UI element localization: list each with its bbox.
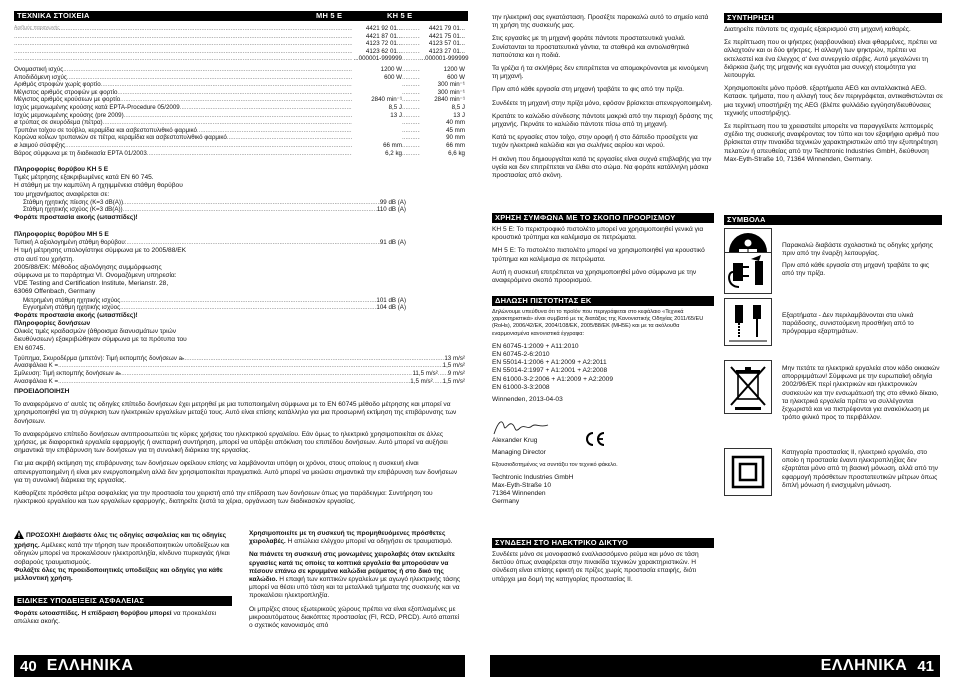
mid-para-bold: Χρησιμοποιείτε με τη συσκευή τις προμηθευόμενες πρόσθετες χειρολαβές. (249, 530, 446, 546)
value-mh5e: 66 mm (383, 141, 402, 149)
right-footer (490, 655, 940, 677)
conformity-text (492, 309, 714, 404)
noise2-title: Πληροφορίες θορύβου ΜΗ 5 E (14, 231, 109, 238)
noise2-row (23, 304, 406, 312)
row-value: 13 m/s² (444, 354, 465, 362)
row-label: Ισχύς μεμονωμένης κρούσης κατά EPTA-Procedure 05/2009 (14, 103, 180, 111)
standard-item: EN 55014-1:2006 + A1:2009 + A2:2011 (492, 359, 607, 367)
mid-para-rest: Οι μπρίζες στους εξωτερικούς χώρους πρέπει να είναι εξοπλισμένες με μικροαυτόματους διακόπτες προστασίας (FI, RCD, PRCD). Αυτό απαιτεί ο σχετικός κανονισμός από (249, 605, 460, 630)
value-mh5e: 4421 92 01... (365, 25, 402, 32)
row-label: Εγγυημένη στάθμη ηχητικής ισχύος (23, 304, 121, 312)
row-label: Μέγιστος αριθμός κρούσεων με φορτίο (14, 96, 121, 104)
value-mh5e (352, 89, 402, 97)
special-safety-rest: να προκαλέσει απώλεια ακοής. (14, 610, 217, 626)
vibration-block (14, 320, 465, 385)
row-label: Στάθμη ηχητικής ισχύος (K=3 dB(A)) (23, 206, 123, 214)
spec-row (14, 112, 465, 120)
value-mh5e: 4123 62 01... (365, 47, 402, 55)
value-kh5e: 4123 57 01... (428, 40, 465, 48)
col-kh5e: KH 5 E (387, 11, 413, 20)
spec-row (14, 66, 465, 74)
company-line: Max-Eyth-Straße 10 (492, 481, 551, 489)
paragraph: Συνδέετε τη μηχανή στην πρίζα μόνο, εφόσον βρίσκεται απενεργοποιημένη. (492, 99, 713, 107)
row-label: Μέγιστος αριθμός στροφών με φορτίο (14, 88, 118, 96)
noise1-row (23, 206, 406, 214)
paragraph: ΜΗ 5 E: Το πιστολέτο πιστολέτο μπορεί να χρησιμοποιηθεί για κρουστικό τρύπημα και καλέμισμα σε πετρώματα. (492, 247, 705, 263)
value-kh5e: ...000001-999999 (420, 55, 469, 63)
place-date: Winnenden, 2013-04-03 (492, 396, 563, 404)
caution-keep: Φυλάξτε όλες τις προειδοποιητικές υποδείξεις και οδηγίες για κάθε μελλοντική χρήση. (14, 566, 223, 583)
caution-body: Αμέλειες κατά την τήρηση των προειδοποιητικών υποδείξεων και οδηγιών μπορεί να προκαλέσουν ηλεκτροπληξία, κίνδυνο πυρκαγιάς ή/και σοβαρούς τραυματισμούς. (14, 542, 230, 566)
spec-row (14, 104, 465, 112)
symbol-text: Εξαρτήματα - Δεν περιλαμβάνονται στα υλικά παράδοσης, συνιστούμενη προσθήκη από το πρόγραμμα εξαρτημάτων. (782, 312, 914, 336)
mains-text: Συνδέετε μόνο σε μονοφασικό εναλλασσόμενο ρεύμα και μόνο σε τάση δικτύου όπως αναφέρεται στην πινακίδα τεχνικών χαρακτηριστικών. Η σύνδεση είναι επίσης εφικτή σε πρίζες χωρίς προστασία επαφής, διότι υπάρχει μια δομή της κατηγορίας προστασίας II. (492, 551, 699, 583)
row-label: Αριθμός στροφών χωρίς φορτίο (14, 81, 101, 89)
page-number: 40 (20, 657, 37, 675)
vibration-row (14, 370, 465, 378)
specs-table (14, 66, 465, 157)
right-col1-text (492, 14, 714, 185)
row-label: Τρύπημα, Σκυροδέρμα (μπετόν): Τιμή εκπομπής δονήσεων aₕ (14, 354, 185, 362)
row-label: Σμίλευση: Τιμή εκπομπής δονήσεων aₕ (14, 370, 122, 377)
paragraph: Κρατάτε το καλώδιο σύνδεσης πάντοτε μακριά από την περιοχή δράσης της μηχανής. Περνάτε το καλώδιο πάντοτε πίσω από τη μηχανή. (492, 112, 713, 129)
paragraph: Κατά τις εργασίες στον τοίχο, στην οροφή ή στο δάπεδο προσέχετε για τυχόν ηλεκτρικά καλώδια και για σωλήνες αερίου και νερού. (492, 134, 698, 150)
special-safety-header (14, 596, 232, 606)
warning-title: ΠΡΟΕΙΔΟΠΟΙΗΣΗ (14, 388, 70, 395)
row-label: ø τρύπας σε σκυρόδεμα (πέτρα) (14, 119, 103, 127)
value-kh5e: 4421 75 01... (428, 32, 465, 40)
noise2-row: Τυπική A αξιολογημένη στάθμη θορύβου: ..... 91 dB (A) (14, 239, 406, 247)
warning-paragraph: Καθορίζετε πρόσθετα μέτρα ασφαλείας για την προστασία του χειριστή από την επίδραση των δονήσεων όπως για παράδειγμα: Συντήρηση του ηλεκτρικού εργαλείου και των εργαλείων εφαρμογής, διατηρείτε ζεστά τα χέρια, οργάνωση των διαδικασιών εργασίας. (14, 490, 433, 506)
value-mh5e: 6,2 kg (385, 149, 402, 157)
noise1-block (14, 166, 406, 222)
paragraph: Διατηρείτε πάντοτε τις σχισμές εξαερισμού στη μηχανή καθαρές. (724, 26, 911, 33)
spec-row (14, 119, 465, 127)
row-value: 9 m/s² (447, 370, 465, 377)
paragraph: Η σκόνη που δημιουργείται κατά τις εργασίες είναι συχνά επιβλαβής για την υγεία και δεν επιτρέπεται να έλθει στο σώμα. Να φοράτε κατάλληλη μάσκα προστασίας από σκόνη. (492, 155, 712, 180)
noise1-line: Τιμές μέτρησης εξακριβωμένες κατά EN 60 745. (14, 174, 154, 182)
value-kh5e: 8,5 J (451, 103, 465, 111)
row-label: Ισχύς μεμονωμένης κρούσης (pre 2009) (14, 111, 124, 119)
authorized-note: Εξουσιοδοτημένος να συντάξει τον τεχνικό φάκελο. (492, 462, 618, 469)
noise2-line: VDE Testing and Certification Institute, Merianstr. 28, (14, 280, 169, 288)
noise2-block (14, 231, 406, 320)
mains-title: ΣΥΝΔΕΣΗ ΣΤΟ ΗΛΕΚΤΡΙΚΟ ΔΙΚΤΥΟ (495, 538, 629, 547)
language-label: ΕΛΛΗΝΙΚΑ (46, 657, 134, 674)
value-mh5e (352, 81, 402, 89)
paragraph: Σε περίπτωση που τα χρειαστείτε μπορείτε να παραγγείλετε λεπτομερές σχέδιο της συσκευής αναφέροντας τον τύπο και τον εξαψήφιο αριθμό που βρίσκεται στην πινακίδα τεχνικών χαρακτηριστικών από την εξυπηρέτηση πελατών ή απευθείας από την Techtronic Industries GmbH, διεύθυνση Max-Eyth-Straße 10, 71364 Winnenden, Germany. (724, 123, 939, 163)
vibration-row (14, 362, 465, 370)
warning-block (14, 388, 465, 511)
symbols-header (724, 215, 942, 225)
row-value: 11,5 m/s² (412, 370, 438, 377)
mid-col-text (249, 530, 464, 635)
tech-data-title: ΤΕΧΝΙΚΑ ΣΤΟΙΧΕΙΑ (17, 11, 90, 20)
noise2-line: Η τιμή μέτρησης υπολογίστηκε σύμφωνα με το 2005/88/EK (14, 247, 186, 255)
spec-row (14, 96, 465, 104)
value-mh5e: 13 J (390, 111, 402, 119)
vibration-title: Πληροφορίες δονήσεων (14, 320, 91, 327)
col-mh5e: MH 5 E (316, 11, 343, 20)
vibration-line: Ολικές τιμές κραδασμών (άθροισμα διανυσμάτων τριών (14, 328, 177, 336)
value-mh5e (352, 127, 402, 135)
spec-row (14, 142, 465, 150)
value-mh5e: 4421 87 01... (365, 32, 402, 40)
signatory-title: Managing Director (492, 449, 546, 457)
value-kh5e: 13 J (453, 111, 465, 119)
page-number: 41 (917, 657, 934, 675)
value-kh5e: 600 W (447, 73, 465, 81)
special-safety-bold: Φοράτε ωτοασπίδες. Η επίδραση θορύβου μπορεί (14, 610, 172, 617)
symbol-text: Παρακαλώ διαβάστε σχολαστικά τις οδηγίες χρήσης πριν από την έναρξη λειτουργίας. (782, 242, 933, 258)
intended-use-header (492, 213, 714, 223)
vibration-row (14, 378, 465, 386)
vibration-row (14, 355, 465, 363)
value-kh5e: 300 min⁻¹ (437, 88, 465, 96)
standard-item: EN 60745-1:2009 + A11:2010 (492, 342, 579, 350)
signatory-block (492, 437, 714, 506)
noise1-line: Η στάθμη με την καμπύλη A ηχηιμμένεια στάθμη θορύβου (14, 182, 183, 190)
paragraph: Τα γρέζια ή τα σκλήθρες δεν επιτρέπεται να απομακρύνονται με κινούμενη τη μηχανή. (492, 65, 708, 81)
vibration-line: διευθύνσεων) εξακριβώθηκαν σύμφωνα με τα πρότυπα του (14, 336, 187, 344)
conformity-intro: Δηλώνουμε υπεύθυνα ότι το προϊόν που περιγράφεται στο κεφάλαιο «Τεχνικά χαρακτηριστικά» είναι συμβατό με τις διατάξεις της Κανονιστικής Οδηγίας 2011/65/EU (RoHs), 2006/42/EK, 2004/108/EK, 2005/88/EK (ΜΗ5E) και με τα ακόλουθα εναρμονισμένα κανονιστικά έγγραφα: (492, 309, 704, 337)
value-kh5e: 90 mm (446, 134, 465, 142)
mains-header (492, 538, 714, 548)
row-label: Τρυπάνι τοίχου σε τούβλο, κεραμίδια και ασβεστοπυλιθικό φαρμικό (14, 126, 197, 134)
class-ii-icon (724, 448, 772, 496)
standard-item: EN 60745-2-6:2010 (492, 351, 550, 359)
caution-block (14, 530, 234, 583)
spec-row (14, 150, 465, 158)
row-label: ø λαιμού σύσφιξης (14, 141, 66, 149)
article-row (14, 40, 465, 48)
row-value: 99 dB (A) (379, 198, 406, 206)
left-footer (14, 655, 465, 677)
value-kh5e: 45 mm (446, 126, 465, 134)
article-row (14, 48, 465, 56)
conformity-title: ΔΗΛΩΣΗ ΠΙΣΤΟΤΗΤΑΣ ΕΚ (495, 296, 592, 305)
language-label: ΕΛΛΗΝΙΚΑ (820, 657, 908, 674)
row-label: Κορώνα κοίλων τρυπανιών σε πέτρα, κεραμίδια και ασβεστοπυλιθικό φαρμικό (14, 134, 227, 142)
maintenance-text (724, 26, 944, 169)
maintenance-header (724, 13, 942, 23)
value-kh5e: 4421 79 01... (428, 25, 465, 32)
value-mh5e: 2840 min⁻¹ (371, 96, 402, 104)
tech-data-header (14, 11, 468, 21)
noise2-warning: Φοράτε προστασία ακοής (ωτασπίδες)! (14, 311, 138, 319)
warning-paragraph: Το αναφερόμενο επίπεδο δονήσεων αντιπροσωπεύει τις κύριες χρήσεις του ηλεκτρικού εργαλείου. Εάν όμως το ηλεκτρικό χρησιμοποιείται σε άλλες χρήσεις, με διαφορετικά εργαλεία εφαρμογής ή ανεπαρκή συντήρηση, μπορεί να υπάρξει απόκλιση του επιπέδου δονήσεων. Αυτό μπορεί να αυξήσει σημαντικά την επιβάρυνση των δονήσεων για τη συνολική διάρκεια της εργασίας. (14, 430, 448, 455)
mid-para-rest: Η απώλεια ελέγχου μπορεί να οδηγήσει σε τραυματισμό. (285, 538, 453, 546)
spec-row (14, 81, 465, 89)
spec-row (14, 89, 465, 97)
value-kh5e: 4123 27 01... (428, 47, 465, 55)
noise1-line: του μηχανήματος αναφέρεται σε: (14, 190, 110, 198)
value-mh5e (352, 134, 402, 142)
noise2-line: σύμφωνα με το παράρτημα VI. Ονομαζόμενη υπηρεσία: (14, 272, 177, 279)
special-safety-title: ΕΙΔΙΚΕΣ ΥΠΟΔΕΙΞΕΙΣ ΑΣΦΑΛΕΙΑΣ (17, 596, 145, 605)
standard-item: EN 61000-3-3:2008 (492, 383, 550, 391)
value-kh5e: 300 min⁻¹ (437, 81, 465, 89)
row-value: 104 dB (A) (376, 304, 406, 312)
value-mh5e: ...000001-999999 (353, 55, 402, 63)
value-kh5e: 1200 W (443, 66, 465, 73)
symbol-text: Μην πετάτε τα ηλεκτρικά εργαλεία στον κάδο οικιακών απορριμμάτων! Σύμφωνα με την ευρωπαϊκή οδηγία 2002/96/ΕΚ περί ηλεκτρικών και ηλεκτρονικών συσκευών και την ενσωμάτωσή της στο εθνικό δίκαιο, τα ηλεκτρικά εργαλεία πρέπει να συλλέγονται ξεχωριστά και να πιστρέφονται για ανακύκλωση με τρόπο φιλικό προς το περιβάλλον. (782, 365, 940, 422)
value-mh5e: 8,5 J (388, 103, 402, 111)
article-row (14, 25, 465, 33)
row-label: Ονομαστική ισχύς (14, 66, 64, 73)
caution-lead: ΠΡΟΣΟΧΗ! Διαβάστε όλες τις οδηγίες ασφαλείας και τις οδηγίες χρήσης. (14, 532, 227, 550)
row-value: 101 dB (A) (376, 296, 406, 304)
article-row (14, 55, 469, 63)
intended-use-text (492, 226, 714, 290)
paragraph: ΚΗ 5 E: Το περιστροφικό πιστολέτο μπορεί να χρησιμοποιηθεί γενικά για κρουστικό τρύπημα και καλέμισμα σε πετρώματα. (492, 226, 704, 242)
mid-para-bold: Να πιάνετε τη συσκευή στις μονωμένες χειρολαβές όταν εκτελείτε εργασίες κατά τις οποίες τα κοπτικά εργαλεία θα μπορούσαν να πέσουν επάνω σε κρυμμένα καλώδια ρεύματος ή στο δικό της καλώδιο. (249, 551, 455, 584)
intended-use-title: ΧΡΗΣΗ ΣΥΜΦΩΝΑ ΜΕ ΤΟ ΣΚΟΠΟ ΠΡΟΟΡΙΣΜΟΥ (495, 213, 676, 222)
row-value: 110 dB (A) (376, 206, 406, 214)
article-label: Αριθμός παραγωγής (14, 25, 60, 31)
value-kh5e: 6,6 kg (448, 149, 465, 157)
spec-row (14, 74, 465, 82)
noise2-row (23, 297, 406, 305)
noise2-line: 63069 Offenbach, Germany (14, 288, 96, 296)
warning-paragraph: Το αναφερόμενο σ' αυτές τις οδηγίες επίπεδο δονήσεων έχει μετρηθεί με μια τυποποιημένη σύμφωνα με το EN 60745 μέθοδο μέτρησης και μπορεί να χρησιμοποιηθεί για τη σύγκριση των ηλεκτρικών εργαλείων μεταξύ τους. Αυτό είναι επίσης κατάλληλο για μια προσωρινή εκτίμηση της επιβάρυνσης των δονήσεων. (14, 401, 457, 425)
paragraph: την ηλεκτρική σας εγκατάσταση. Προσέξτε παρακαλώ αυτό το σημείο κατά τη χρήση της συσκευής μας. (492, 14, 709, 30)
noise2-line: 2005/88/EK: Μέθοδος αξιολόγησης συμμόρφωσης (14, 263, 162, 271)
row-label: Στάθμη ηχητικής πίεσης (K=3 dB(A)) (23, 198, 124, 206)
unplug-icon (724, 252, 772, 294)
row-label: Ανασφάλεια K = (14, 377, 59, 385)
row-label: Βάρος σύμφωνα με τη διαδικασία EPTA 01/2003 (14, 149, 147, 157)
noise1-row (23, 199, 406, 207)
warning-triangle-icon (14, 530, 24, 542)
value-mh5e: 1200 W (380, 66, 402, 73)
special-safety-text (14, 610, 234, 626)
standard-item: EN 55014-2:1997 + A1:2001 + A2:2008 (492, 367, 608, 375)
symbol-text: Πριν από κάθε εργασία στη μηχανή τραβάτε το φις από την πρίζα. (782, 262, 930, 278)
row-value: 1,5 m/s² (442, 362, 465, 370)
noise1-warning: Φοράτε προστασία ακοής (ωτασπίδες)! (14, 214, 138, 221)
spec-row (14, 134, 465, 142)
warning-paragraph: Για μια ακριβή εκτίμηση της επιβάρυνσης των δονήσεων οφείλουν επίσης να λαμβάνονται υπόψη οι χρόνοι, στους οποίους η συσκευή είναι απενεργοποιημένη ή είναι μεν ενεργοποιημένη αλλά δεν χρησιμοποιείται πραγματικά. Αυτό μπορεί να μειώσει σημαντικά την επιβάρυνση των δονήσεων για τη συνολική διάρκεια της εργασίας. (14, 460, 458, 484)
row-label: Ανασφάλεια K = (14, 362, 59, 370)
article-row (14, 33, 465, 41)
weee-bin-icon (724, 360, 772, 414)
symbols-title: ΣΥΜΒΟΛΑ (727, 215, 766, 224)
paragraph: Σε περίπτωση που οι ψήκτρες (καρβουνάκια) είναι φθαρμένες, πρέπει να αλλαχτούν και οι δύο ψήκτρες. Η αλλαγή των ψηκτρών, πρέπει να εκτελεστεί και ένα έλεγχος σ' ένα συνεργείο σέρβις. Αυτό μεγαλώνει τη διάρκεια ζωής της μηχανής και εγγυάται μια συνεχή ετοιμότητα για λειτουργία. (724, 39, 937, 80)
conformity-header (492, 296, 714, 306)
value-mh5e: 600 W (384, 73, 402, 81)
value-kh5e: 66 mm (446, 141, 465, 149)
signature (492, 416, 552, 438)
vibration-line: EN 60745. (14, 344, 46, 352)
signatory-name: Alexander Krug (492, 437, 538, 444)
row-label: Αποδιδόμενη ισχύς (14, 73, 67, 81)
row-value: 1,5 m/s² (410, 377, 433, 385)
company-line: Germany (492, 498, 520, 506)
accessories-icon (724, 298, 772, 346)
mid-para-rest: Η επαφή των κοπτικών εργαλείων με αγωγό ηλεκτρικής τάσης μπορεί να θέσει υπό τάση και τα μεταλλικά τμήματα της συσκευής και να προκαλέσει ηλεκτροπληξία. (249, 576, 461, 600)
value-mh5e (352, 119, 402, 127)
value-kh5e: 2840 min⁻¹ (434, 96, 465, 104)
spec-row (14, 127, 465, 135)
symbol-text: Κατηγορία προστασίας II, ηλεκτρικό εργαλείο, στο οποίο η προστασία έναντι ηλεκτροπληξίας δεν εξαρτάται μόνο από τη βασική μόνωση, αλλά από την εφαρμογή πρόσθετων προστατευτικών μέτρων όπως διπλή μόνωση ή ενισχυμένη μόνωση. (782, 449, 938, 489)
row-label: Μετρημένη στάθμη ηχητικής ισχύος (23, 296, 121, 304)
row-value: 1,5 m/s² (442, 377, 465, 385)
paragraph: Στις εργασίες με τη μηχανή φοράτε πάντοτε προστατευτικά γυαλιά. Συνίστανται τα προστατευτικά γάντια, τα σταθερά και αντιολισθητικά παπούτσια και η ποδιά. (492, 35, 690, 59)
paragraph: Πριν από κάθε εργασία στη μηχανή τραβάτε το φις από την πρίζα. (492, 86, 684, 94)
value-mh5e: 4123 72 01... (365, 40, 402, 48)
paragraph: Αυτή η συσκευή επιτρέπεται να χρησιμοποιηθεί μόνο σύμφωνα με την αναφερόμενο σκοπό προορισμού. (492, 268, 697, 285)
noise2-line: στο αυτί του χρήστη. (14, 255, 75, 263)
value-kh5e: 40 mm (446, 119, 465, 127)
company-line: 71364 Winnenden (492, 490, 546, 498)
standard-item: EN 61000-3-2:2006 + A1:2009 + A2:2009 (492, 375, 613, 383)
paragraph: Χρησιμοποιείτε μόνο πρόσθ. εξαρτήματα AEG και ανταλλακτικά AEG. Κατασκ. τμήματα, που η αλλαγή τους δεν περιγράφεται, αντικαθιστώνται σε μια τεχνική υποστήριξη της AEG (βλέπε φυλλάδιο εγγύηση/διευθύνσεις τεχνικής υποστήριξης). (724, 85, 943, 117)
noise1-title: Πληροφορίες θορύβου ΚΗ 5 E (14, 166, 109, 173)
maintenance-title: ΣΥΝΤΗΡΗΣΗ (727, 13, 775, 22)
company-line: Techtronic Industries GmbH (492, 473, 574, 481)
